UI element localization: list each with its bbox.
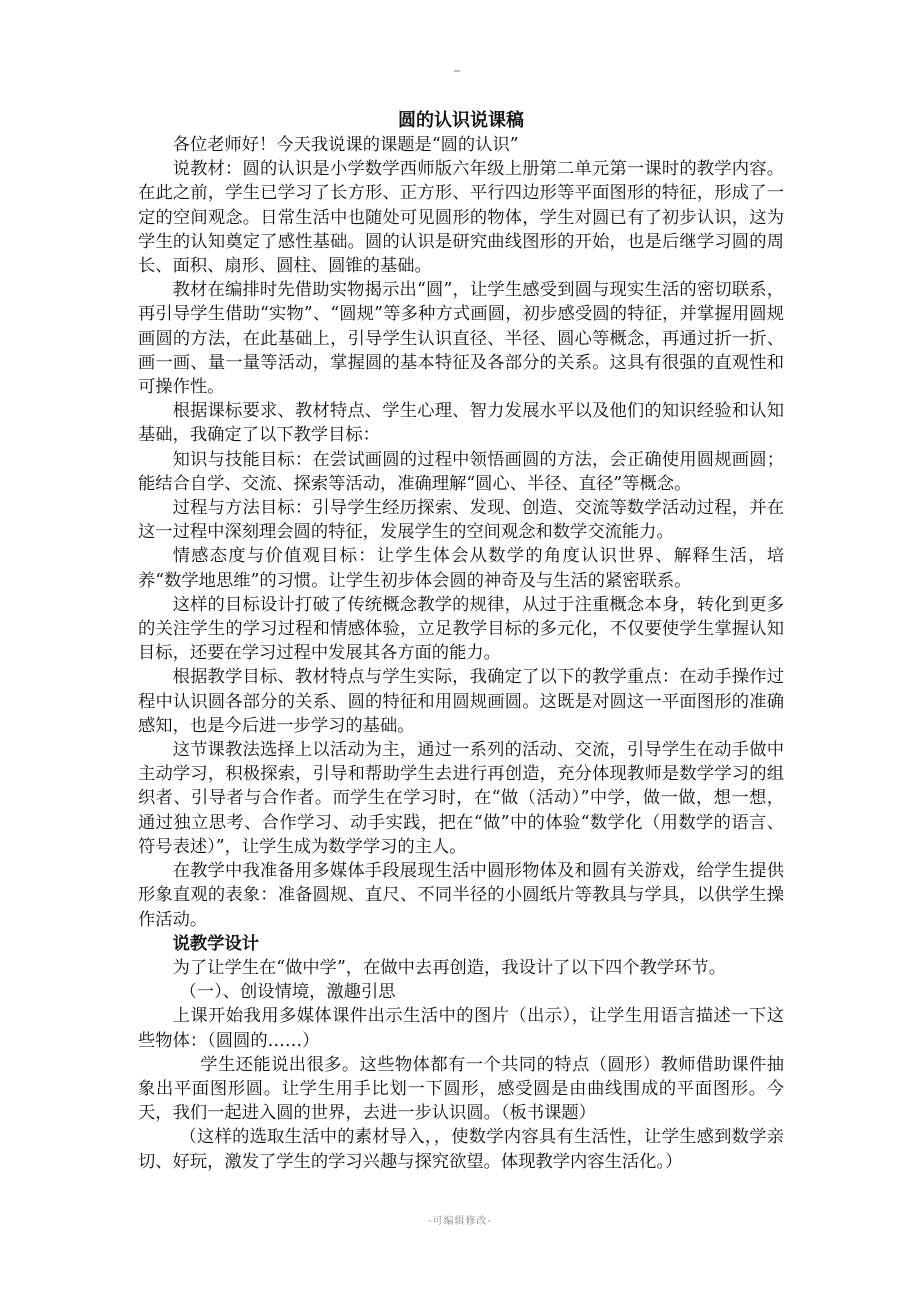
page-footer: -可编辑修改-	[428, 1216, 492, 1227]
materials-paragraph: 在教学中我准备用多媒体手段展现生活中圆形物体及和圆有关游戏，给学生提供形象直观的表象：准备圆规、直尺、不同半径的小圆纸片等教具与学具，以供学生操作活动。	[138, 861, 784, 930]
teaching-method-paragraph: 这节课教法选择上以活动为主，通过一系列的活动、交流，引导学生在动手做中主动学习，积极探索，引导和帮助学生去进行再创造，充分体现教师是数学学习的组织者、引导者与合作者。而学生在学习时，在“做（活动）”中学，做一做，想一想，通过独立思考、合作学习、动手实践，把在“做”中的体验“数学化（用数学的语言、符号表述）”，让学生成为数学学习的主人。	[138, 740, 784, 857]
class-start-paragraph: 上课开始我用多媒体课件出示生活中的图片（出示），让学生用语言描述一下这些物体：（圆圆的……）	[138, 1006, 784, 1051]
greeting-paragraph: 各位老师好！今天我说课的课题是“圆的认识”	[172, 135, 519, 155]
knowledge-goal-paragraph: 知识与技能目标：在尝试画圆的过程中领悟画圆的方法，会正确使用圆规画圆；能结合自学、交流、探索等活动，准确理解“圆心、半径、直径”等概念。	[138, 449, 784, 494]
goals-intro-paragraph: 根据课标要求、教材特点、学生心理、智力发展水平以及他们的知识经验和认知基础，我确定了以下教学目标：	[138, 401, 784, 446]
section-heading: 说教学设计	[172, 933, 260, 954]
goal-design-paragraph: 这样的目标设计打破了传统概念教学的规律，从过于注重概念本身，转化到更多的关注学生的学习过程和情感体验，立足教学目标的多元化，不仅要使学生掌握认知目标，还要在学习过程中发展其各方面的能力。	[138, 594, 784, 664]
emotion-goal-paragraph: 情感态度与价值观目标：让学生体会从数学的角度认识世界、解释生活，培养“数学地思维”的习惯。让学生初步体会圆的神奇及与生活的紧密联系。	[138, 546, 784, 591]
textbook-paragraph: 说教材：圆的认识是小学数学西师版六年级上册第二单元第一课时的教学内容。在此之前，学生已学习了长方形、正方形、平行四边形等平面图形的特征，形成了一定的空间观念。日常生活中也随处可见圆形的物体，学生对圆已有了初步认识，这为学生的认知奠定了感性基础。圆的认识是研究曲线图形的开始，也是后继学习圆的周长、面积、扇形、圆柱、圆锥的基础。	[138, 159, 784, 277]
process-goal-paragraph: 过程与方法目标：引导学生经历探索、发现、创造、交流等数学活动过程，并在这一过程中深刻理会圆的特征，发展学生的空间观念和数学交流能力。	[138, 498, 784, 543]
design-intro-paragraph: 为了让学生在“做中学”，在做中去再创造，我设计了以下四个教学环节。	[172, 957, 726, 978]
document-title: 圆的认识说课稿	[398, 110, 524, 131]
header-mark	[454, 70, 460, 72]
document-page	[138, 108, 784, 1174]
students-say-paragraph: 学生还能说出很多。这些物体都有一个共同的特点（圆形）教师借助课件抽象出平面图形圆。让学生用手比划一下圆形，感受圆是由曲线围成的平面图形。今天，我们一起进入圆的世界，去进一步认识圆。（板书课题）	[138, 1054, 784, 1124]
key-points-paragraph: 根据教学目标、教材特点与学生实际，我确定了以下的教学重点：在动手操作过程中认识圆各部分的关系、圆的特征和用圆规画圆。这既是对圆这一平面图形的准确感知，也是今后进一步学习的基础。	[138, 667, 784, 736]
arrangement-paragraph: 教材在编排时先借助实物揭示出“圆”，让学生感受到圆与现实生活的密切联系，再引导学生借助“实物”、“圆规”等多种方式画圆，初步感受圆的特征，并掌握用圆规画圆的方法，在此基础上，引导学生认识直径、半径、圆心等概念，再通过折一折、画一画、量一量等活动，掌握圆的基本特征及各部分的关系。这具有很强的直观性和可操作性。	[138, 280, 784, 398]
step-one-heading: （一）、创设情境，激趣引思	[179, 982, 396, 1003]
reflection-paragraph: （这样的选取生活中的素材导入，，使数学内容具有生活性，让学生感到数学亲切、好玩，激发了学生的学习兴趣与探究欲望。体现教学内容生活化。）	[138, 1127, 784, 1172]
